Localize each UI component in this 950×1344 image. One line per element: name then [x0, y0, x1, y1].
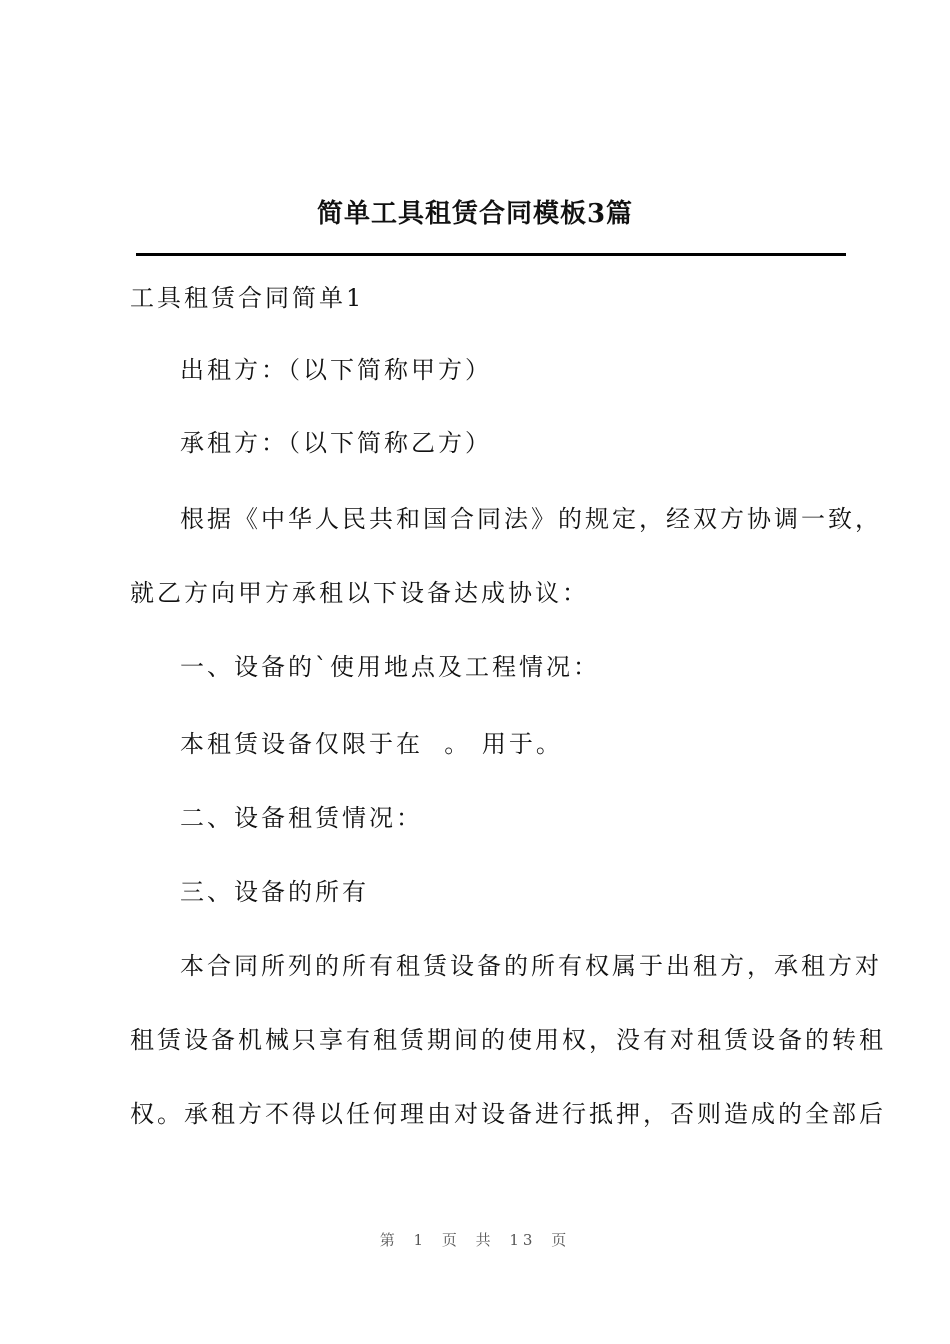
paragraph-line: 就乙方向甲方承租以下设备达成协议：	[130, 579, 589, 607]
clause-heading: 一、设备的`使用地点及工程情况：	[180, 653, 600, 681]
document-title: 简单工具租赁合同模板3篇	[316, 199, 634, 229]
paragraph-line: 租赁设备机械只享有租赁期间的使用权，没有对租赁设备的转租	[130, 1026, 886, 1054]
clause-heading: 二、设备租赁情况：	[180, 804, 423, 832]
paragraph-line: 本合同所列的所有租赁设备的所有权属于出租方，承租方对	[180, 952, 882, 980]
paragraph-line: 本租赁设备仅限于在 。 用于。	[180, 730, 563, 758]
paragraph-line: 权。承租方不得以任何理由对设备进行抵押，否则造成的全部后	[130, 1100, 886, 1128]
page-number: 第 1 页 共 13 页	[379, 1231, 571, 1249]
section-heading: 工具租赁合同简单1	[130, 284, 365, 312]
title-divider	[136, 253, 846, 256]
lessor-line: 出租方：（以下简称甲方）	[180, 356, 492, 384]
lessee-line: 承租方：（以下简称乙方）	[180, 429, 492, 457]
paragraph-line: 根据《中华人民共和国合同法》的规定，经双方协调一致，	[180, 505, 882, 533]
clause-heading: 三、设备的所有	[180, 878, 369, 906]
